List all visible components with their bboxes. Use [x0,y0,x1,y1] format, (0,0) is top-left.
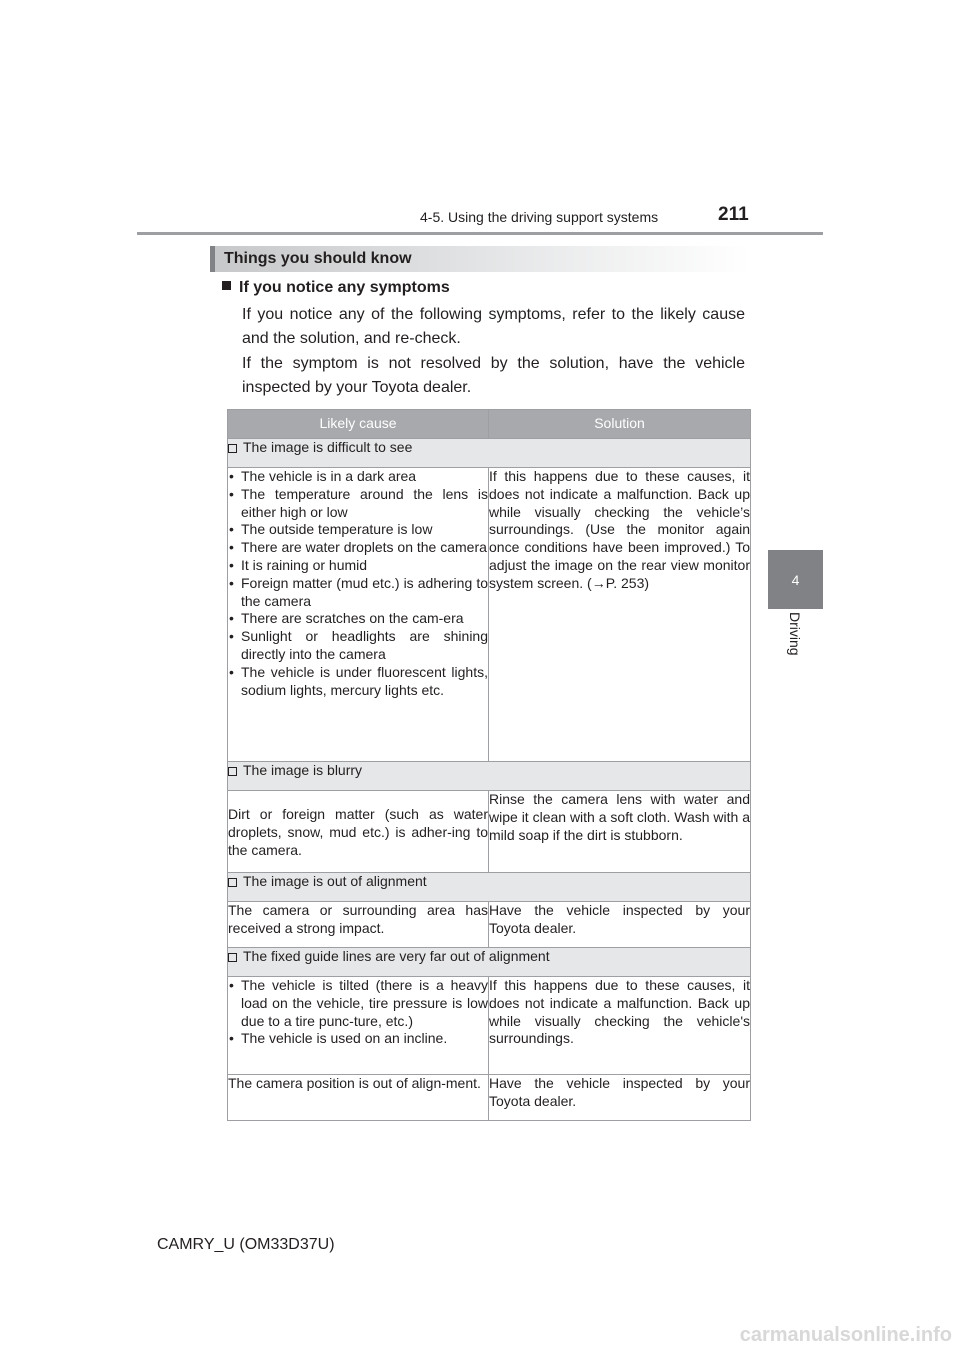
solution-cell: Rinse the camera lens with water and wipe it clean with a soft cloth. Wash with a mild soap if the dirt is stubborn. [489,791,751,873]
group-title-difficult-to-see [228,439,751,468]
group-row [228,439,751,468]
checkbox-icon [228,878,237,887]
table-header-row [228,410,751,439]
table-row [228,1075,751,1121]
cause-cell [228,468,489,762]
cause-list [228,977,488,1048]
group-title-text: The fixed guide lines are very far out of alignment [243,948,550,964]
chapter-tab [768,550,823,609]
table-row [228,977,751,1075]
list-item: • Foreign matter (mud etc.) is adhering to the camera [228,575,488,611]
column-header-likely-cause: Likely cause [228,410,489,439]
subheading [222,279,450,297]
cause-cell: The camera or surrounding area has received a strong impact. [228,902,489,948]
table-row [228,468,751,762]
checkbox-icon [228,444,237,453]
list-item: • It is raining or humid [228,557,488,575]
list-item: • The vehicle is under fluorescent lights, sodium lights, mercury lights etc. [228,664,488,700]
intro-paragraph: If you notice any of the following symptoms, refer to the likely cause and the solution, and re-check. [242,306,745,347]
cause-cell: Dirt or foreign matter (such as water droplets, snow, mud etc.) is adher-ing to the camera. [228,791,489,873]
group-title-text: The image is out of alignment [243,873,427,889]
list-item: • The vehicle is used on an incline. [228,1030,488,1048]
solution-cell: If this happens due to these causes, it does not indicate a malfunction. Back up while visually checking the vehicle's surroundings. [489,977,751,1075]
table-row [228,902,751,948]
checkbox-icon [228,953,237,962]
list-item: • Sunlight or headlights are shining directly into the camera [228,628,488,664]
solution-cell: Have the vehicle inspected by your Toyota dealer. [489,1075,751,1121]
cause-list [228,468,488,699]
group-row [228,762,751,791]
list-item: • The outside temperature is low [228,521,488,539]
page-number: 211 [718,204,749,225]
group-row [228,873,751,902]
watermark: carmanualsonline.info [739,1324,952,1346]
solution-cell: If this happens due to these causes, it does not indicate a malfunction. Back up while visually checking the vehicle’s surroundings. (Use the monitor again once conditions have been improved.) To adjust the image on the rear view monitor system screen. (→P. 253) [489,468,751,762]
group-title-text: The image is blurry [243,762,363,778]
chapter-label-text: Driving [787,612,803,656]
group-row [228,948,751,977]
list-item: • The temperature around the lens is either high or low [228,486,488,522]
group-title-blurry [228,762,751,791]
subheading-text: If you notice any symptoms [239,279,450,296]
checkbox-icon [228,767,237,776]
cause-cell: The camera position is out of align-ment. [228,1075,489,1121]
list-item: • There are scratches on the cam-era [228,610,488,628]
dealer-paragraph: If the symptom is not resolved by the solution, have the vehicle inspected by your Toyota dealer. [242,355,745,396]
group-title-text: The image is difficult to see [243,439,413,455]
cause-cell [228,977,489,1075]
list-item: • The vehicle is in a dark area [228,468,488,486]
table-row [228,791,751,873]
chapter-number: 4 [791,571,800,588]
chapter-label [770,612,820,672]
solution-cell: Have the vehicle inspected by your Toyota dealer. [489,902,751,948]
section-heading: Things you should know [210,246,750,272]
group-title-guide-lines [228,948,751,977]
list-item: • The vehicle is tilted (there is a heavy load on the vehicle, tire pressure is low due to a tire punc-ture, etc.) [228,977,488,1030]
footer-model-code: CAMRY_U (OM33D37U) [157,1236,335,1253]
symptoms-table [227,409,751,1121]
column-header-solution: Solution [489,410,751,439]
running-header-section: 4-5. Using the driving support systems [420,209,659,225]
group-title-out-of-alignment [228,873,751,902]
header-rule [137,232,823,235]
list-item: • There are water droplets on the camera [228,539,488,557]
square-bullet-icon [222,281,231,290]
